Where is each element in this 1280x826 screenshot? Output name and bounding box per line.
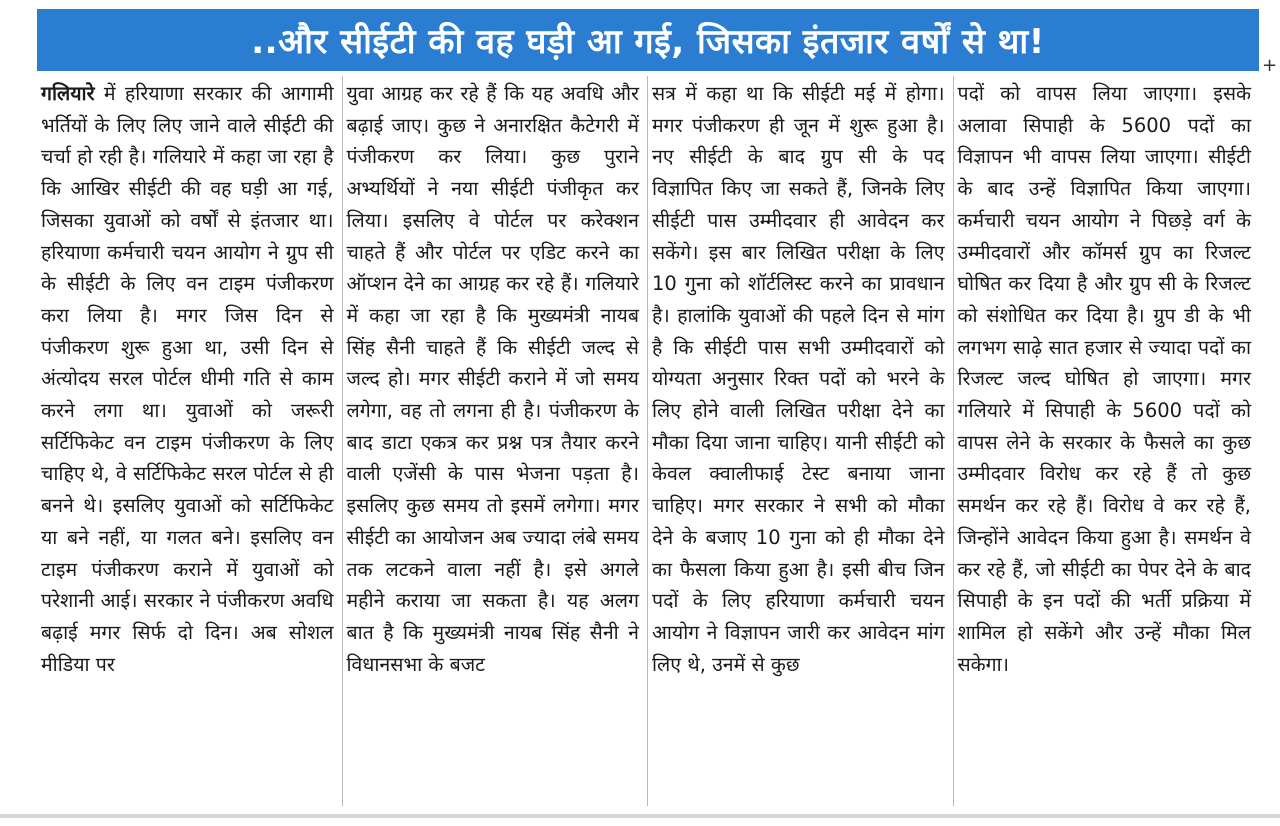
lead-word: गलियारे [41,82,95,105]
article-body [37,76,1259,806]
article-column-1 [37,76,343,806]
article-column-3 [648,76,954,806]
column-text: पदों को वापस लिया जाएगा। इसके अलावा सिपाही के 5600 पदों का विज्ञापन भी वापस लिया जाएगा। सीईटी के बाद उन्हें विज्ञापित किया जाएगा। कर्मचारी चयन आयोग ने पिछड़े वर्ग के उम्मीदवारों और कॉमर्स ग्रुप का रिजल्ट घोषित कर दिया है और ग्रुप सी के रिजल्ट को संशोधित कर दिया है। ग्रुप डी के भी लगभग साढ़े सात हजार से ज्यादा पदों का रिजल्ट जल्द घोषित हो जाएगा। मगर गलियारे में सिपाही के 5600 पदों को वापस लेने के सरकार के फैसले का कुछ उम्मीदवार विरोध कर रहे हैं तो कुछ समर्थन कर रहे हैं। विरोध वे कर रहे हैं, जिन्होंने आवेदन किया हुआ है। समर्थन वे कर रहे हैं, जो सीईटी का पेपर देने के बाद सिपाही के इन पदों की भर्ती प्रक्रिया में शामिल हो सकेंगे और उन्हें मौका मिल सकेगा। [957,82,1251,676]
article-headline: ..और सीईटी की वह घड़ी आ गई, जिसका इंतजार वर्षों से था! [251,22,1045,62]
article-column-2 [343,76,649,806]
column-text: सत्र में कहा था कि सीईटी मई में होगा। मगर पंजीकरण ही जून में शुरू हुआ है। नए सीईटी के बाद ग्रुप सी के पद विज्ञापित किए जा सकते हैं, जिनके लिए सीईटी पास उम्मीदवार ही आवेदन कर सकेंगे। इस बार लिखित परीक्षा के लिए 10 गुना को शॉर्टलिस्ट करने का प्रावधान है। हालांकि युवाओं की पहले दिन से मांग है कि सीईटी पास सभी उम्मीदवारों को योग्यता अनुसार रिक्त पदों को भरने के लिए होने वाली लिखित परीक्षा देने का मौका दिया जाना चाहिए। यानी सीईटी को केवल क्वालीफाई टेस्ट बनाया जाना चाहिए। मगर सरकार ने सभी को मौका देने के बजाए 10 गुना को ही मौका देने का फैसला किया हुआ है। इसी बीच जिन पदों के लिए हरियाणा कर्मचारी चयन आयोग ने विज्ञापन जारी कर आवेदन मांग लिए थे, उनमें से कुछ [652,82,945,676]
column-text: में हरियाणा सरकार की आगामी भर्तियों के लिए लिए जाने वाले सीईटी की चर्चा हो रही है। गलियारे में कहा जा रहा है कि आखिर सीईटी की वह घड़ी आ गई, जिसका युवाओं को वर्षों से इंतजार था। हरियाणा कर्मचारी चयन आयोग ने ग्रुप सी के सीईटी के लिए वन टाइम पंजीकरण करा लिया है। मगर जिस दिन से पंजीकरण शुरू हुआ था, उसी दिन से अंत्योदय सरल पोर्टल धीमी गति से काम करने लगा था। युवाओं को जरूरी सर्टिफिकेट वन टाइम पंजीकरण के लिए चाहिए थे, वे सर्टिफिकेट सरल पोर्टल से ही बनने थे। इसलिए युवाओं को सर्टिफिकेट या बने नहीं, या गलत बने। इसलिए वन टाइम पंजीकरण कराने में युवाओं को परेशानी आई। सरकार ने पंजीकरण अवधि बढ़ाई मगर सिर्फ दो दिन। अब सोशल मीडिया पर [41,82,334,676]
column-text: युवा आग्रह कर रहे हैं कि यह अवधि और बढ़ाई जाए। कुछ ने अनारक्षित कैटेगरी में पंजीकरण कर लिया। कुछ पुराने अभ्यर्थियों ने नया सीईटी पंजीकृत कर लिया। इसलिए वे पोर्टल पर करेक्शन चाहते हैं और पोर्टल पर एडिट करने का ऑप्शन देने का आग्रह कर रहे हैं। गलियारे में कहा जा रहा है कि मुख्यमंत्री नायब सिंह सैनी चाहते हैं कि सीईटी जल्द से जल्द हो। मगर सीईटी कराने में जो समय लगेगा, वह तो लगना ही है। पंजीकरण के बाद डाटा एकत्र कर प्रश्न पत्र तैयार करने वाली एजेंसी के पास भेजना पड़ता है। इसलिए कुछ समय तो इसमें लगेगा। मगर सीईटी का आयोजन अब ज्यादा लंबे समय तक लटकने वाला नहीं है। इसे अगले महीने कराया जा सकता है। यह अलग बात है कि मुख्यमंत्री नायब सिंह सैनी ने विधानसभा के बजट [346,82,639,676]
column-paragraph [41,78,334,680]
headline-banner [37,9,1259,71]
article-column-4 [954,76,1260,806]
bottom-divider [0,814,1280,818]
plus-icon: + [1262,55,1278,76]
